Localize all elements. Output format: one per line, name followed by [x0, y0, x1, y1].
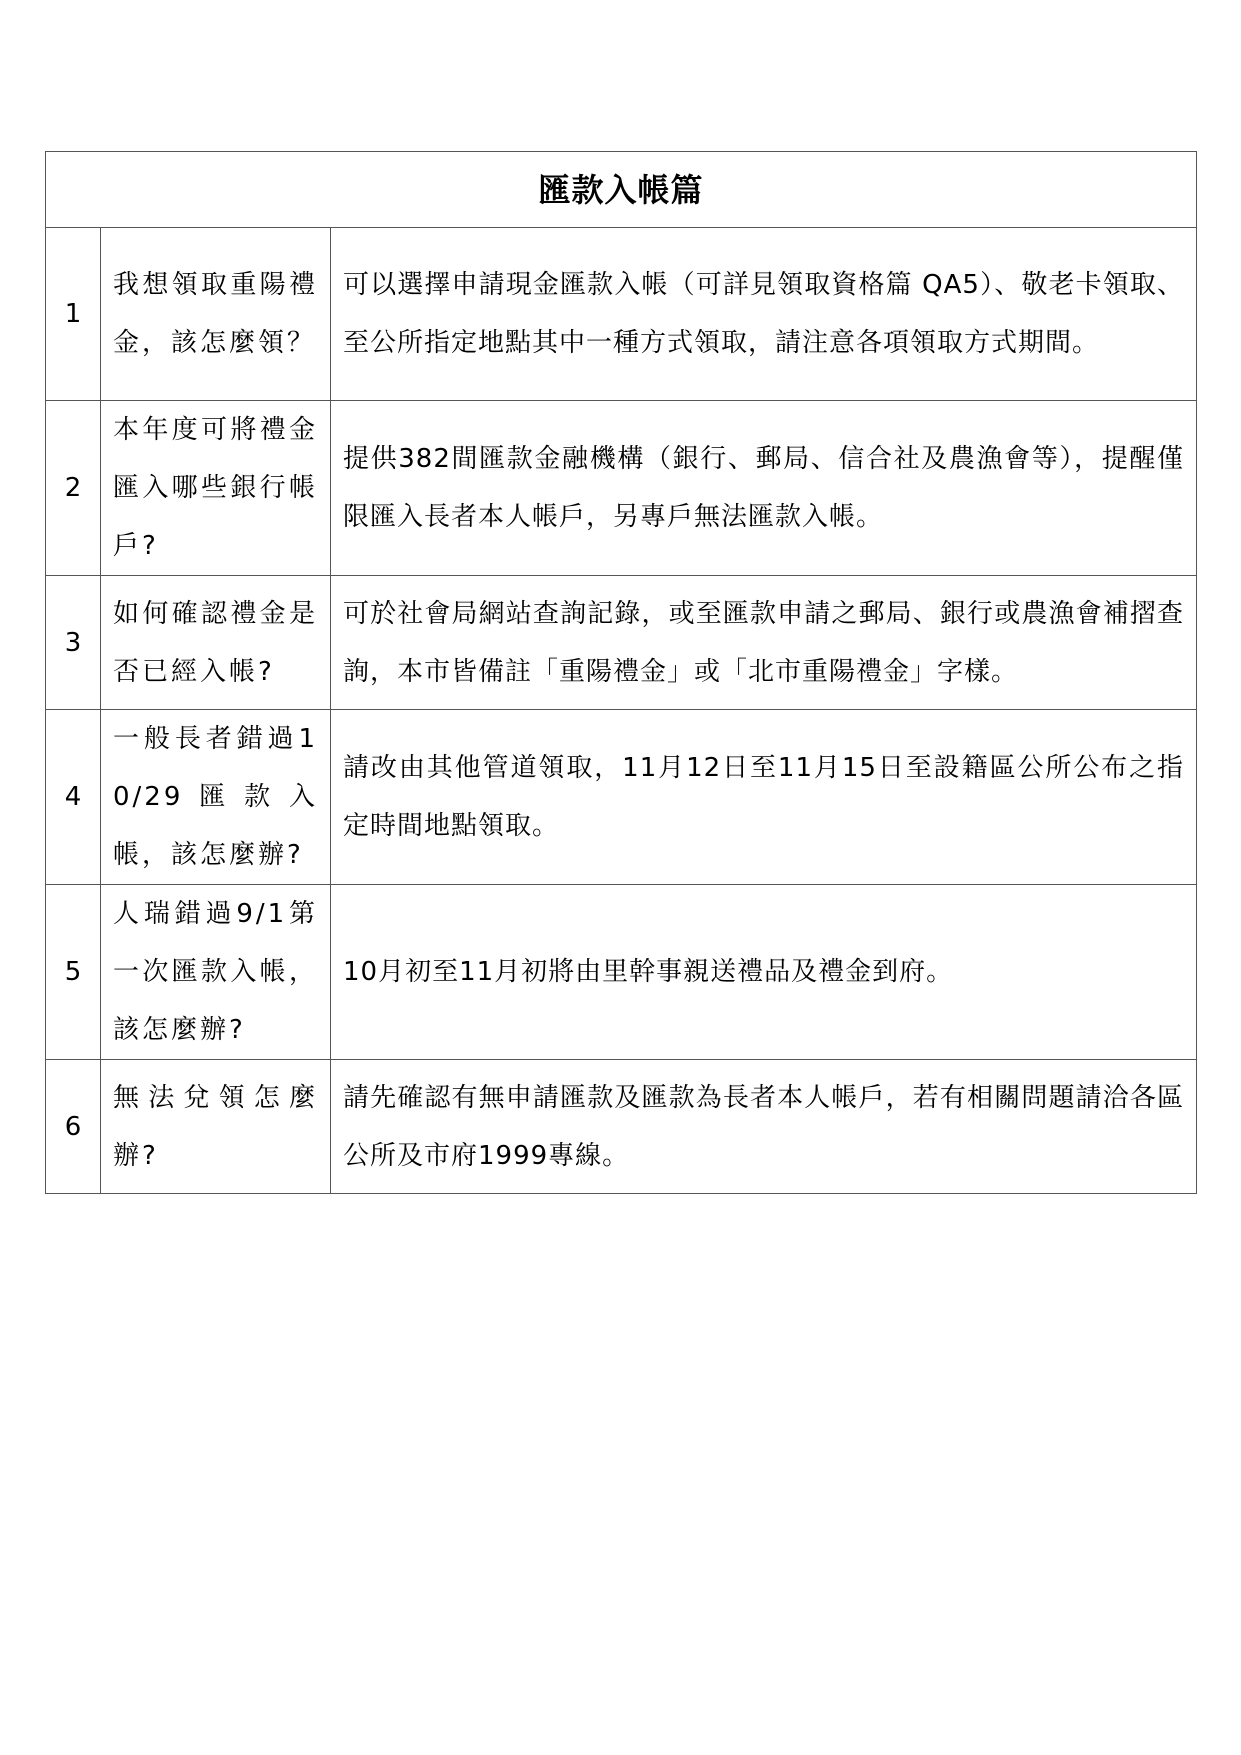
question-cell: 無法兌領怎麼辦? [101, 1060, 331, 1194]
question-cell: 人瑞錯過9/1第一次匯款入帳，該怎麼辦? [101, 885, 331, 1060]
question-cell: 如何確認禮金是否已經入帳? [101, 576, 331, 710]
row-number: 1 [46, 228, 101, 401]
answer-cell: 可於社會局網站查詢記錄，或至匯款申請之郵局、銀行或農漁會補摺查詢，本市皆備註「重陽禮金」或「北市重陽禮金」字樣。 [331, 576, 1197, 710]
table-row [46, 401, 1197, 576]
answer-cell: 請改由其他管道領取，11月12日至11月15日至設籍區公所公布之指定時間地點領取。 [331, 710, 1197, 885]
row-number: 3 [46, 576, 101, 710]
table-row [46, 1060, 1197, 1194]
question-cell: 一般長者錯過10/29匯款入帳，該怎麼辦? [101, 710, 331, 885]
answer-cell: 10月初至11月初將由里幹事親送禮品及禮金到府。 [331, 885, 1197, 1060]
row-number: 5 [46, 885, 101, 1060]
table-row [46, 576, 1197, 710]
answer-cell: 提供382間匯款金融機構（銀行、郵局、信合社及農漁會等），提醒僅限匯入長者本人帳戶，另專戶無法匯款入帳。 [331, 401, 1197, 576]
table-title: 匯款入帳篇 [46, 152, 1197, 228]
table-row [46, 228, 1197, 401]
faq-table [45, 151, 1197, 1194]
table-row [46, 885, 1197, 1060]
answer-cell: 請先確認有無申請匯款及匯款為長者本人帳戶，若有相關問題請洽各區公所及市府1999專線。 [331, 1060, 1197, 1194]
question-cell: 我想領取重陽禮金，該怎麼領？ [101, 228, 331, 401]
row-number: 6 [46, 1060, 101, 1194]
answer-cell: 可以選擇申請現金匯款入帳（可詳見領取資格篇 QA5）、敬老卡領取、至公所指定地點其中一種方式領取，請注意各項領取方式期間。 [331, 228, 1197, 401]
question-cell: 本年度可將禮金匯入哪些銀行帳戶? [101, 401, 331, 576]
table-row [46, 710, 1197, 885]
row-number: 4 [46, 710, 101, 885]
row-number: 2 [46, 401, 101, 576]
